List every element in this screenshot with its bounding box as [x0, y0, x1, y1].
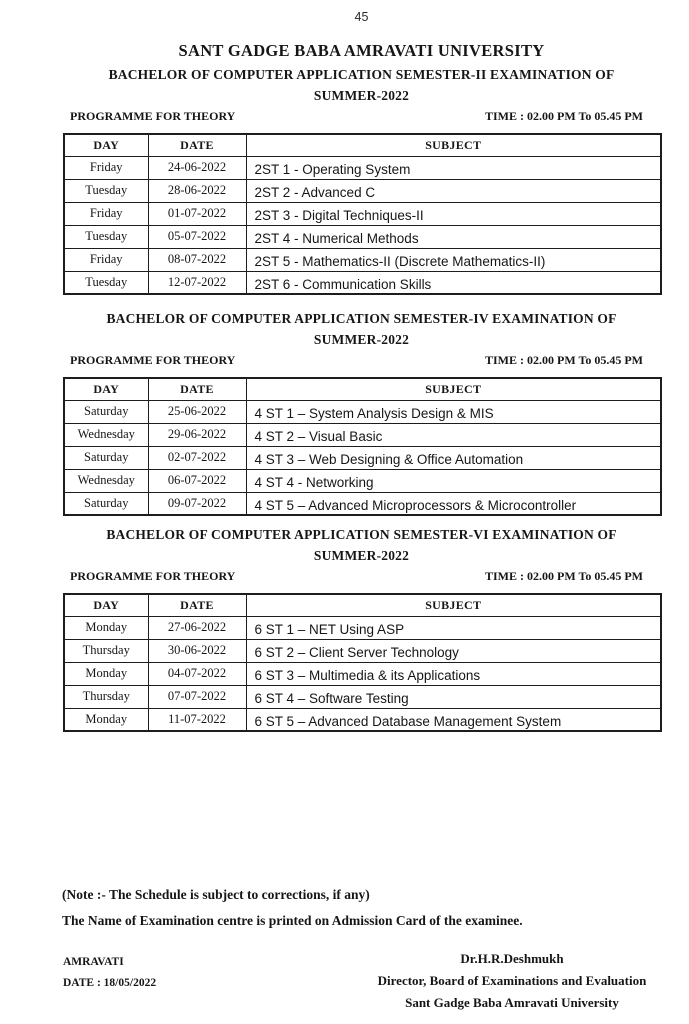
table-row: [64, 400, 661, 423]
col-header-subject: SUBJECT: [246, 134, 661, 156]
table-row: [64, 639, 661, 662]
subject-cell: 6 ST 5 – Advanced Database Management System: [246, 708, 661, 731]
col-header-day: DAY: [64, 594, 148, 616]
day-cell: Friday: [64, 248, 148, 271]
day-cell: Wednesday: [64, 469, 148, 492]
day-cell: Monday: [64, 708, 148, 731]
day-cell: Monday: [64, 662, 148, 685]
date-cell: 12-07-2022: [148, 271, 246, 294]
programme-meta-row: [63, 109, 660, 124]
day-cell: Wednesday: [64, 423, 148, 446]
signatory-org: Sant Gadge Baba Amravati University: [405, 995, 619, 1010]
schedule-table: [63, 377, 662, 516]
date-cell: 04-07-2022: [148, 662, 246, 685]
date-cell: 02-07-2022: [148, 446, 246, 469]
programme-meta-row: [63, 569, 660, 584]
note-line-1: (Note :- The Schedule is subject to corrections, if any): [62, 887, 370, 902]
day-cell: Saturday: [64, 492, 148, 515]
table-row: [64, 248, 661, 271]
programme-label: PROGRAMME FOR THEORY: [70, 109, 236, 123]
table-row: [64, 202, 661, 225]
date-cell: 06-07-2022: [148, 469, 246, 492]
section-heading-line2: SUMMER-2022: [313, 332, 410, 347]
day-cell: Thursday: [64, 685, 148, 708]
footer-left-block: [63, 952, 156, 994]
section-heading-line1: BACHELOR OF COMPUTER APPLICATION SEMESTER-II EXAMINATION OF: [108, 67, 615, 82]
section-heading: [63, 64, 660, 106]
time-label: TIME : 02.00 PM To 05.45 PM: [485, 353, 643, 367]
subject-cell: 4 ST 2 – Visual Basic: [246, 423, 661, 446]
date-cell: 30-06-2022: [148, 639, 246, 662]
signature-block: [368, 948, 656, 1014]
section-heading-line2: SUMMER-2022: [313, 88, 410, 103]
subject-cell: 2ST 4 - Numerical Methods: [246, 225, 661, 248]
day-cell: Tuesday: [64, 179, 148, 202]
table-row: [64, 708, 661, 731]
exam-section: [63, 64, 660, 295]
university-title: SANT GADGE BABA AMRAVATI UNIVERSITY: [178, 41, 545, 60]
subject-cell: 2ST 1 - Operating System: [246, 156, 661, 179]
day-cell: Monday: [64, 616, 148, 639]
table-row: [64, 492, 661, 515]
table-header-row: [64, 594, 661, 616]
table-row: [64, 225, 661, 248]
date-cell: 01-07-2022: [148, 202, 246, 225]
section-heading: [63, 308, 660, 350]
section-heading-line1: BACHELOR OF COMPUTER APPLICATION SEMESTER-VI EXAMINATION OF: [106, 527, 617, 542]
schedule-table: [63, 133, 662, 295]
schedule-table: [63, 593, 662, 732]
date-cell: 25-06-2022: [148, 400, 246, 423]
col-header-date: DATE: [148, 378, 246, 400]
date-cell: 05-07-2022: [148, 225, 246, 248]
programme-label: PROGRAMME FOR THEORY: [70, 353, 236, 367]
time-label: TIME : 02.00 PM To 05.45 PM: [485, 569, 643, 583]
subject-cell: 4 ST 3 – Web Designing & Office Automation: [246, 446, 661, 469]
exam-section: [63, 308, 660, 516]
date-cell: 11-07-2022: [148, 708, 246, 731]
table-row: [64, 179, 661, 202]
day-cell: Friday: [64, 202, 148, 225]
page-number: 45: [354, 10, 369, 24]
note-block: [62, 882, 662, 934]
subject-cell: 2ST 6 - Communication Skills: [246, 271, 661, 294]
date-cell: 07-07-2022: [148, 685, 246, 708]
date-cell: 29-06-2022: [148, 423, 246, 446]
table-row: [64, 271, 661, 294]
table-row: [64, 685, 661, 708]
date-cell: 09-07-2022: [148, 492, 246, 515]
programme-label: PROGRAMME FOR THEORY: [70, 569, 236, 583]
footer-date: DATE : 18/05/2022: [63, 977, 157, 989]
col-header-day: DAY: [64, 378, 148, 400]
day-cell: Saturday: [64, 446, 148, 469]
section-heading-line1: BACHELOR OF COMPUTER APPLICATION SEMESTER-IV EXAMINATION OF: [106, 311, 617, 326]
exam-section: [63, 524, 660, 732]
subject-cell: 6 ST 3 – Multimedia & its Applications: [246, 662, 661, 685]
signatory-title: Director, Board of Examinations and Evaluation: [377, 973, 647, 988]
date-cell: 08-07-2022: [148, 248, 246, 271]
programme-meta-row: [63, 353, 660, 368]
table-row: [64, 423, 661, 446]
day-cell: Friday: [64, 156, 148, 179]
subject-cell: 6 ST 2 – Client Server Technology: [246, 639, 661, 662]
subject-cell: 2ST 5 - Mathematics-II (Discrete Mathematics-II): [246, 248, 661, 271]
date-cell: 24-06-2022: [148, 156, 246, 179]
day-cell: Tuesday: [64, 271, 148, 294]
date-cell: 27-06-2022: [148, 616, 246, 639]
subject-cell: 4 ST 1 – System Analysis Design & MIS: [246, 400, 661, 423]
col-header-day: DAY: [64, 134, 148, 156]
col-header-date: DATE: [148, 134, 246, 156]
section-heading-line2: SUMMER-2022: [313, 548, 410, 563]
table-row: [64, 446, 661, 469]
table-row: [64, 469, 661, 492]
table-header-row: [64, 378, 661, 400]
table-header-row: [64, 134, 661, 156]
section-heading: [63, 524, 660, 566]
col-header-subject: SUBJECT: [246, 594, 661, 616]
subject-cell: 2ST 2 - Advanced C: [246, 179, 661, 202]
subject-cell: 4 ST 5 – Advanced Microprocessors & Microcontroller: [246, 492, 661, 515]
day-cell: Tuesday: [64, 225, 148, 248]
signatory-name: Dr.H.R.Deshmukh: [460, 951, 564, 966]
table-row: [64, 662, 661, 685]
time-label: TIME : 02.00 PM To 05.45 PM: [485, 109, 643, 123]
table-row: [64, 616, 661, 639]
col-header-date: DATE: [148, 594, 246, 616]
day-cell: Thursday: [64, 639, 148, 662]
footer-place: AMRAVATI: [63, 956, 124, 968]
table-row: [64, 156, 661, 179]
day-cell: Saturday: [64, 400, 148, 423]
date-cell: 28-06-2022: [148, 179, 246, 202]
subject-cell: 6 ST 4 – Software Testing: [246, 685, 661, 708]
subject-cell: 2ST 3 - Digital Techniques-II: [246, 202, 661, 225]
col-header-subject: SUBJECT: [246, 378, 661, 400]
note-line-2: The Name of Examination centre is printed on Admission Card of the examinee.: [62, 913, 523, 928]
subject-cell: 6 ST 1 – NET Using ASP: [246, 616, 661, 639]
subject-cell: 4 ST 4 - Networking: [246, 469, 661, 492]
